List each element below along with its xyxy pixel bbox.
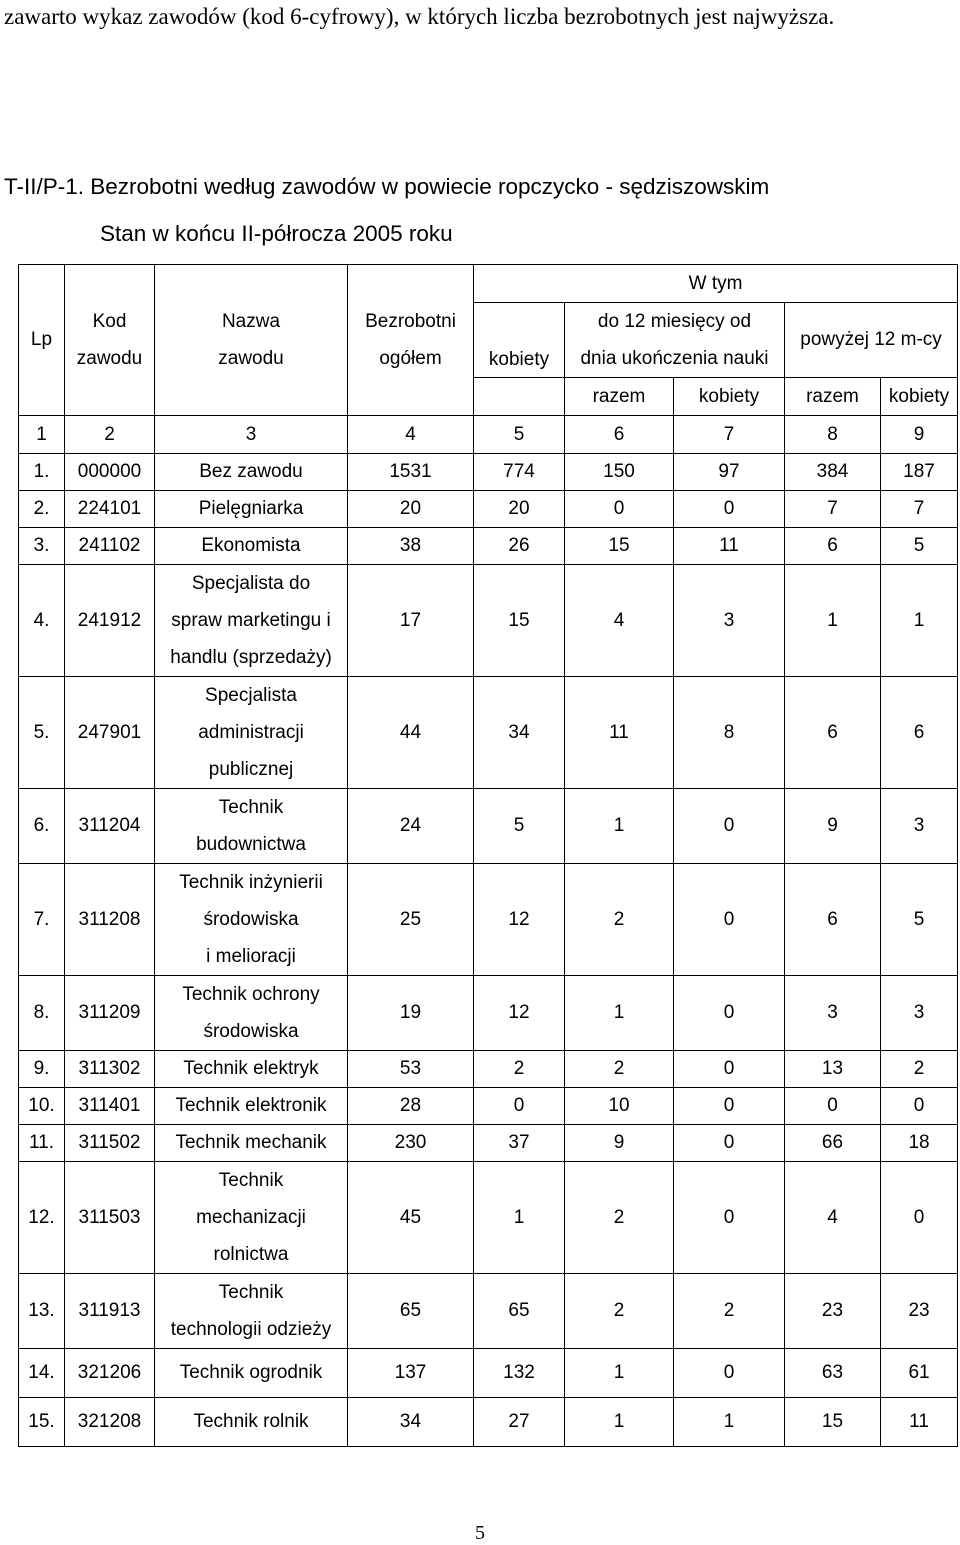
cell-do12-kobiety: 0 [674,1349,785,1398]
cell-lp: 13. [19,1274,65,1349]
cell-do12-kobiety: 0 [674,491,785,528]
cell-kod: 241912 [65,565,155,677]
cell-pow12-razem: 4 [785,1162,881,1274]
column-number: 7 [674,416,785,454]
column-number: 5 [474,416,565,454]
column-number: 3 [155,416,348,454]
cell-pow12-razem: 7 [785,491,881,528]
cell-do12-kobiety: 8 [674,677,785,789]
column-number: 4 [348,416,474,454]
cell-do12-razem: 4 [565,565,674,677]
cell-kod: 311913 [65,1274,155,1349]
cell-do12-razem: 2 [565,1274,674,1349]
cell-lp: 12. [19,1162,65,1274]
header-do12-kobiety: kobiety [674,378,785,416]
cell-pow12-kobiety: 1 [881,565,958,677]
cell-pow12-kobiety: 61 [881,1349,958,1398]
table-row [19,1349,958,1398]
cell-do12-razem: 150 [565,454,674,491]
cell-nazwa [155,976,348,1051]
cell-do12-kobiety: 2 [674,1274,785,1349]
cell-kobiety: 15 [474,565,565,677]
cell-kobiety: 2 [474,1051,565,1088]
cell-kod: 311208 [65,864,155,976]
cell-nazwa-line: technologii odzieży [170,1319,332,1340]
cell-pow12-razem: 9 [785,789,881,864]
cell-do12-kobiety: 0 [674,1125,785,1162]
cell-lp: 8. [19,976,65,1051]
cell-nazwa [155,1051,348,1088]
cell-pow12-kobiety: 11 [881,1398,958,1447]
cell-do12-kobiety: 0 [674,864,785,976]
cell-nazwa-line: administracji [198,722,304,743]
cell-lp: 5. [19,677,65,789]
cell-pow12-kobiety: 0 [881,1088,958,1125]
cell-ogolem: 44 [348,677,474,789]
table-row [19,1051,958,1088]
column-number: 2 [65,416,155,454]
cell-nazwa-line: Pielęgniarka [198,498,304,519]
cell-kobiety: 774 [474,454,565,491]
table-row [19,565,958,677]
cell-do12-kobiety: 97 [674,454,785,491]
page-number: 5 [475,1522,485,1544]
cell-lp: 3. [19,528,65,565]
cell-pow12-razem: 13 [785,1051,881,1088]
cell-kobiety: 34 [474,677,565,789]
cell-ogolem: 25 [348,864,474,976]
cell-do12-razem: 1 [565,1349,674,1398]
cell-kobiety: 27 [474,1398,565,1447]
cell-pow12-razem: 6 [785,677,881,789]
cell-kobiety: 37 [474,1125,565,1162]
cell-do12-razem: 11 [565,677,674,789]
table-row [19,677,958,789]
cell-pow12-razem: 3 [785,976,881,1051]
cell-pow12-razem: 6 [785,864,881,976]
unemployment-table [18,264,958,1447]
cell-pow12-kobiety: 0 [881,1162,958,1274]
cell-kod: 311204 [65,789,155,864]
cell-pow12-razem: 1 [785,565,881,677]
table-row [19,491,958,528]
cell-pow12-razem: 63 [785,1349,881,1398]
cell-kobiety: 132 [474,1349,565,1398]
cell-nazwa-line: spraw marketingu i [171,610,331,631]
cell-lp: 2. [19,491,65,528]
header-nazwa: Nazwa zawodu [155,265,348,416]
cell-ogolem: 137 [348,1349,474,1398]
cell-ogolem: 34 [348,1398,474,1447]
table-row [19,1274,958,1349]
cell-nazwa-line: Technik [218,1282,284,1303]
cell-nazwa-line: Ekonomista [201,535,301,556]
cell-lp: 6. [19,789,65,864]
cell-nazwa-line: Technik rolnik [193,1411,309,1432]
cell-do12-razem: 1 [565,1398,674,1447]
cell-do12-razem: 9 [565,1125,674,1162]
cell-nazwa [155,1349,348,1398]
cell-nazwa-line: Bez zawodu [199,461,303,482]
table-row [19,864,958,976]
cell-nazwa-line: handlu (sprzedaży) [170,647,332,668]
cell-lp: 11. [19,1125,65,1162]
cell-nazwa-line: Specjalista [205,685,297,706]
cell-pow12-kobiety: 5 [881,864,958,976]
cell-nazwa [155,1125,348,1162]
header-pow12-razem: razem [785,378,881,416]
header-kobiety: kobiety [474,303,565,378]
cell-nazwa-line: Technik [218,1170,284,1191]
cell-nazwa [155,677,348,789]
header-do12-razem: razem [565,378,674,416]
cell-nazwa [155,565,348,677]
cell-nazwa-line: Technik ochrony [182,984,320,1005]
cell-kod: 311401 [65,1088,155,1125]
cell-nazwa [155,528,348,565]
cell-ogolem: 19 [348,976,474,1051]
cell-do12-kobiety: 1 [674,1398,785,1447]
table-row [19,454,958,491]
cell-pow12-kobiety: 23 [881,1274,958,1349]
cell-nazwa-line: budownictwa [196,834,306,855]
cell-nazwa [155,1162,348,1274]
cell-ogolem: 1531 [348,454,474,491]
cell-nazwa-line: Technik ogrodnik [179,1362,323,1383]
cell-pow12-kobiety: 5 [881,528,958,565]
cell-nazwa-line: Technik [218,797,284,818]
cell-pow12-razem: 15 [785,1398,881,1447]
cell-pow12-razem: 0 [785,1088,881,1125]
cell-do12-razem: 2 [565,1162,674,1274]
cell-do12-kobiety: 0 [674,1088,785,1125]
cell-nazwa-line: Technik elektryk [183,1058,319,1079]
cell-pow12-kobiety: 6 [881,677,958,789]
cell-lp: 7. [19,864,65,976]
table-row [19,1398,958,1447]
cell-nazwa-line: Technik elektronik [175,1095,327,1116]
cell-kod: 311209 [65,976,155,1051]
header-w-tym: W tym [474,265,958,303]
cell-ogolem: 20 [348,491,474,528]
cell-kod: 247901 [65,677,155,789]
cell-nazwa-line: rolnictwa [213,1244,289,1265]
column-number: 1 [19,416,65,454]
table-title: T-II/P-1. Bezrobotni według zawodów w powiecie ropczycko - sędziszowskim [4,174,770,199]
cell-kod: 224101 [65,491,155,528]
cell-kod: 321208 [65,1398,155,1447]
cell-do12-razem: 10 [565,1088,674,1125]
cell-do12-razem: 1 [565,976,674,1051]
cell-do12-kobiety: 0 [674,1162,785,1274]
cell-pow12-kobiety: 3 [881,976,958,1051]
cell-kod: 000000 [65,454,155,491]
cell-do12-kobiety: 0 [674,976,785,1051]
cell-do12-kobiety: 0 [674,789,785,864]
cell-nazwa [155,864,348,976]
header-powyzej-12: powyżej 12 m-cy [785,303,958,378]
column-number: 8 [785,416,881,454]
cell-kobiety: 0 [474,1088,565,1125]
cell-lp: 14. [19,1349,65,1398]
cell-ogolem: 38 [348,528,474,565]
cell-lp: 1. [19,454,65,491]
cell-pow12-kobiety: 187 [881,454,958,491]
cell-pow12-kobiety: 2 [881,1051,958,1088]
cell-pow12-razem: 23 [785,1274,881,1349]
cell-lp: 9. [19,1051,65,1088]
cell-pow12-razem: 384 [785,454,881,491]
cell-pow12-kobiety: 3 [881,789,958,864]
cell-lp: 10. [19,1088,65,1125]
cell-do12-kobiety: 3 [674,565,785,677]
cell-nazwa-line: mechanizacji [196,1207,306,1228]
cell-kobiety: 12 [474,864,565,976]
cell-kod: 311302 [65,1051,155,1088]
table-subtitle: Stan w końcu II-półrocza 2005 roku [100,221,453,246]
cell-kobiety: 65 [474,1274,565,1349]
cell-ogolem: 230 [348,1125,474,1162]
cell-pow12-razem: 66 [785,1125,881,1162]
cell-kobiety: 5 [474,789,565,864]
cell-ogolem: 65 [348,1274,474,1349]
cell-do12-kobiety: 0 [674,1051,785,1088]
cell-lp: 4. [19,565,65,677]
table-row [19,1088,958,1125]
cell-pow12-kobiety: 18 [881,1125,958,1162]
cell-nazwa [155,1274,348,1349]
cell-do12-razem: 0 [565,491,674,528]
table-row [19,528,958,565]
cell-ogolem: 17 [348,565,474,677]
cell-ogolem: 53 [348,1051,474,1088]
table-row [19,976,958,1051]
cell-ogolem: 24 [348,789,474,864]
cell-ogolem: 28 [348,1088,474,1125]
table-row [19,1162,958,1274]
cell-do12-kobiety: 11 [674,528,785,565]
header-do-12: do 12 miesięcy od dnia ukończenia nauki [565,303,785,378]
intro-paragraph: zawarto wykaz zawodów (kod 6-cyfrowy), w których liczba bezrobotnych jest najwyższa. [4,4,835,29]
column-number-row [19,416,958,454]
cell-do12-razem: 1 [565,789,674,864]
cell-kod: 241102 [65,528,155,565]
cell-ogolem: 45 [348,1162,474,1274]
cell-kod: 311503 [65,1162,155,1274]
cell-nazwa [155,789,348,864]
column-number: 9 [881,416,958,454]
table-row [19,1125,958,1162]
cell-nazwa-line: i melioracji [206,946,296,967]
cell-kod: 321206 [65,1349,155,1398]
cell-nazwa-line: środowiska [203,909,299,930]
cell-do12-razem: 2 [565,864,674,976]
cell-nazwa-line: publicznej [208,759,294,780]
cell-nazwa [155,491,348,528]
cell-nazwa-line: Technik mechanik [175,1132,327,1153]
header-pow12-kobiety: kobiety [881,378,958,416]
header-bezrobotni: Bezrobotni ogółem [348,265,474,416]
header-kod: Kod zawodu [65,265,155,416]
cell-nazwa-line: środowiska [203,1021,299,1042]
cell-nazwa-line: Technik inżynierii [179,872,323,893]
cell-nazwa-line: Specjalista do [191,573,311,594]
header-row [19,265,958,303]
cell-kod: 311502 [65,1125,155,1162]
cell-do12-razem: 15 [565,528,674,565]
cell-kobiety: 20 [474,491,565,528]
column-number: 6 [565,416,674,454]
cell-kobiety: 12 [474,976,565,1051]
cell-do12-razem: 2 [565,1051,674,1088]
table-row [19,789,958,864]
cell-pow12-razem: 6 [785,528,881,565]
cell-kobiety: 26 [474,528,565,565]
cell-kobiety: 1 [474,1162,565,1274]
cell-pow12-kobiety: 7 [881,491,958,528]
cell-nazwa [155,1398,348,1447]
cell-nazwa [155,1088,348,1125]
header-lp: Lp [19,265,65,416]
cell-nazwa [155,454,348,491]
cell-lp: 15. [19,1398,65,1447]
